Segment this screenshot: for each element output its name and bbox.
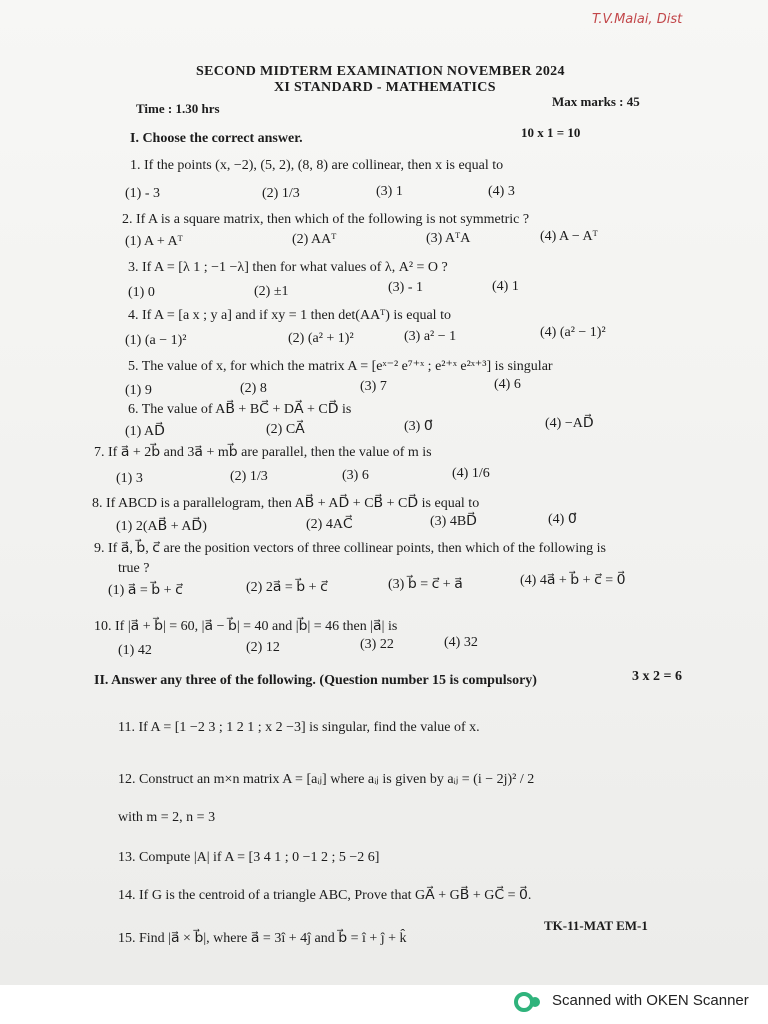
option: (1) 2(AB⃗ + AD⃗) [116, 519, 207, 534]
option: (4) 1/6 [452, 466, 490, 481]
option: (3) 7 [360, 379, 387, 394]
option: (1) 3 [116, 471, 143, 486]
exam-subtitle: XI STANDARD - MATHEMATICS [274, 80, 496, 95]
option: (1) 9 [125, 383, 152, 398]
option: (1) 0 [128, 285, 155, 300]
option: (4) 32 [444, 635, 478, 650]
exam-time: Time : 1.30 hrs [136, 101, 220, 116]
question-13: 13. Compute |A| if A = [3 4 1 ; 0 −1 2 ; 5 −2 6] [118, 850, 380, 865]
question-11: 11. If A = [1 −2 3 ; 1 2 1 ; x 2 −3] is singular, find the value of x. [118, 720, 480, 735]
scanner-watermark-text: Scanned with OKEN Scanner [552, 992, 749, 1009]
handwritten-annotation: T.V.Malai, Dist [592, 12, 683, 27]
question-12: 12. Construct an m×n matrix A = [aᵢⱼ] where aᵢⱼ is given by aᵢⱼ = (i − 2j)² / 2 [118, 772, 535, 787]
option: (2) (a² + 1)² [288, 331, 354, 346]
option: (2) ±1 [254, 284, 289, 299]
question-10: 10. If |a⃗ + b⃗| = 60, |a⃗ − b⃗| = 40 and |b⃗| = 46 then |a⃗| is [94, 619, 398, 634]
option: (1) AD⃗ [125, 424, 165, 439]
question-4: 4. If A = [a x ; y a] and if xy = 1 then det(AAᵀ) is equal to [128, 308, 451, 323]
option: (4) 0⃗ [548, 512, 577, 527]
option: (4) A − Aᵀ [540, 229, 598, 244]
option: (2) AAᵀ [292, 232, 337, 247]
question-5: 5. The value of x, for which the matrix A = [eˣ⁻² e⁷⁺ˣ ; e²⁺ˣ e²ˣ⁺³] is singular [128, 359, 553, 374]
question-12-cont: with m = 2, n = 3 [118, 810, 216, 825]
option: (2) 2a⃗ = b⃗ + c⃗ [246, 580, 328, 595]
option: (3) 6 [342, 468, 369, 483]
option: (3) 1 [376, 184, 403, 199]
option: (4) 4a⃗ + b⃗ + c⃗ = 0⃗ [520, 573, 626, 588]
section-1-marks: 10 x 1 = 10 [521, 125, 581, 140]
question-6: 6. The value of AB⃗ + BC⃗ + DA⃗ + CD⃗ is [128, 402, 352, 417]
option: (3) a² − 1 [404, 329, 457, 344]
option: (4) −AD⃗ [545, 416, 594, 431]
oken-scanner-logo-icon [514, 991, 542, 1013]
option: (3) 0⃗ [404, 419, 433, 434]
question-3: 3. If A = [λ 1 ; −1 −λ] then for what values of λ, A² = O ? [128, 260, 448, 275]
option: (2) 12 [246, 640, 280, 655]
option: (3) - 1 [388, 280, 423, 295]
option: (1) A + Aᵀ [125, 234, 183, 249]
option: (3) 22 [360, 637, 394, 652]
question-9-cont: true ? [118, 561, 150, 576]
question-14: 14. If G is the centroid of a triangle ABC, Prove that GA⃗ + GB⃗ + GC⃗ = 0⃗. [118, 888, 532, 903]
option: (2) 8 [240, 381, 267, 396]
option: (2) CA⃗ [266, 422, 305, 437]
exam-max-marks: Max marks : 45 [552, 94, 640, 109]
option: (4) 6 [494, 377, 521, 392]
option: (1) a⃗ = b⃗ + c⃗ [108, 583, 183, 598]
question-1: 1. If the points (x, −2), (5, 2), (8, 8) are collinear, then x is equal to [130, 158, 504, 173]
option: (2) 4AC⃗ [306, 517, 353, 532]
option: (4) (a² − 1)² [540, 325, 606, 340]
option: (2) 1/3 [262, 186, 300, 201]
option: (4) 1 [492, 279, 519, 294]
question-7: 7. If a⃗ + 2b⃗ and 3a⃗ + mb⃗ are parallel, then the value of m is [94, 445, 432, 460]
option: (3) b⃗ = c⃗ + a⃗ [388, 577, 463, 592]
option: (4) 3 [488, 184, 515, 199]
section-2-marks: 3 x 2 = 6 [632, 669, 682, 684]
question-8: 8. If ABCD is a parallelogram, then AB⃗ + AD⃗ + CB⃗ + CD⃗ is equal to [92, 496, 480, 511]
paper-code: TK-11-MAT EM-1 [544, 918, 648, 933]
option: (2) 1/3 [230, 469, 268, 484]
exam-title: SECOND MIDTERM EXAMINATION NOVEMBER 2024 [196, 64, 565, 79]
option: (1) (a − 1)² [125, 333, 187, 348]
option: (1) - 3 [125, 186, 160, 201]
option: (1) 42 [118, 643, 152, 658]
question-9: 9. If a⃗, b⃗, c⃗ are the position vectors of three collinear points, then which of the following is [94, 541, 606, 556]
section-1-heading: I. Choose the correct answer. [130, 131, 303, 146]
question-15: 15. Find |a⃗ × b⃗|, where a⃗ = 3î + 4ĵ and b⃗ = î + ĵ + k̂ [118, 931, 407, 946]
question-2: 2. If A is a square matrix, then which of the following is not symmetric ? [122, 212, 530, 227]
option: (3) 4BD⃗ [430, 514, 477, 529]
option: (3) AᵀA [426, 231, 471, 246]
section-2-heading: II. Answer any three of the following. (Question number 15 is compulsory) [94, 673, 537, 688]
